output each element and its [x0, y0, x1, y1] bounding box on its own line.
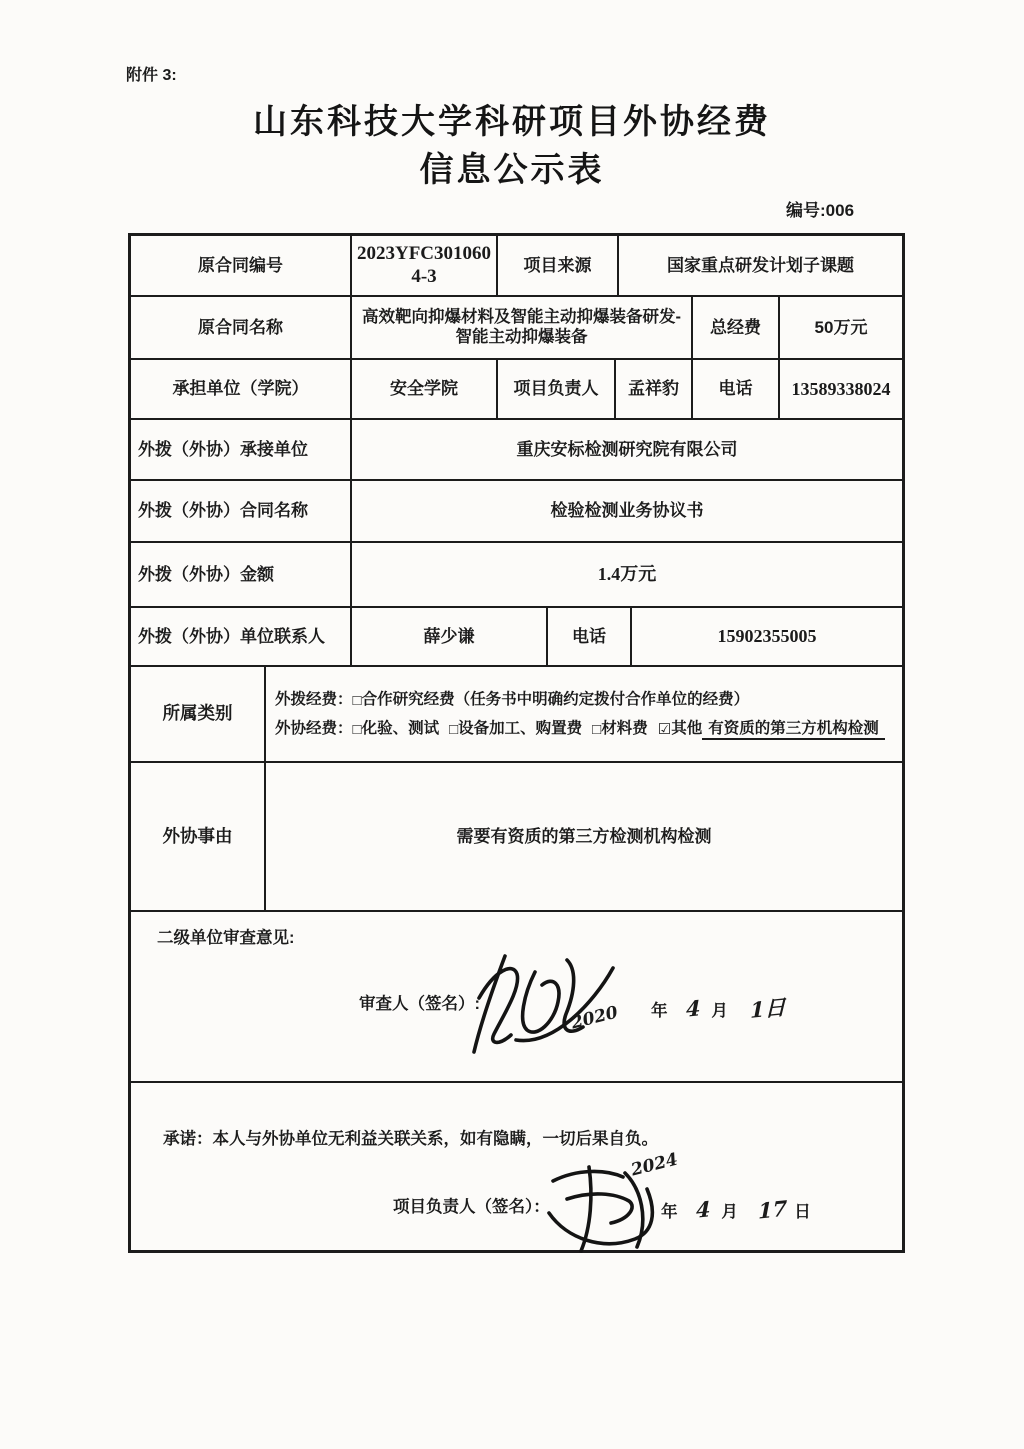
undertaking-unit-label: 承担单位（学院） — [131, 360, 352, 418]
table-row — [131, 1083, 902, 1250]
option-label: 材料费 — [601, 719, 648, 737]
outsourcing-unit-value: 重庆安标检测研究院有限公司 — [516, 439, 738, 459]
reviewer-handwritten-day: 1日 — [750, 994, 786, 1023]
category-line1 — [275, 690, 749, 710]
checkbox-unchecked-icon: □ — [592, 720, 602, 738]
project-source-label: 项目来源 — [498, 236, 619, 295]
category-label: 所属类别 — [131, 667, 266, 761]
checkbox-unchecked-icon: □ — [449, 720, 459, 738]
option-label: 化验、测试 — [361, 719, 440, 737]
table-row — [131, 608, 902, 667]
original-contract-no-value — [352, 236, 498, 295]
pi-name: 孟祥豹 — [616, 360, 693, 418]
outsourcing-amount-label: 外拨（外协）金额 — [131, 543, 352, 606]
table-row — [131, 481, 902, 543]
outsourcing-amount-value: 1.4万元 — [597, 564, 657, 585]
outsourcing-contract-name-value: 检验检测业务协议书 — [550, 501, 704, 521]
disclosure-table — [128, 233, 905, 1253]
pi-handwritten-month: 4 — [696, 1196, 711, 1223]
pi-phone-value: 13589338024 — [791, 378, 891, 399]
outsourcing-phone-value: 15902355005 — [717, 626, 817, 647]
year-char: 年 — [651, 1002, 668, 1020]
outsourcing-contact-label: 外拨（外协）单位联系人 — [131, 608, 352, 665]
contract-name-line2: 智能主动抑爆装备 — [455, 327, 588, 346]
table-row — [131, 360, 902, 420]
pi-handwritten-day: 17 — [758, 1195, 788, 1224]
checkbox-unchecked-icon: □ — [352, 691, 362, 709]
other-specify-underlined: 有资质的第三方机构检测 — [702, 720, 885, 740]
review-heading: 二级单位审查意见: — [157, 929, 295, 947]
pi-phone-label: 电话 — [693, 360, 780, 418]
pi-date-line — [661, 1197, 811, 1223]
contract-no-line2: 4-3 — [411, 265, 437, 287]
total-budget-label: 总经费 — [693, 297, 780, 358]
outsourcing-reason-value: 需要有资质的第三方检测机构检测 — [456, 826, 712, 846]
promise-cell — [131, 1083, 902, 1250]
table-row — [131, 297, 902, 360]
reviewer-sign-label: 审查人（签名）: — [359, 995, 480, 1013]
outsourcing-unit-label: 外拨（外协）承接单位 — [131, 420, 352, 479]
table-row — [131, 763, 902, 912]
outsourcing-contract-name-label: 外拨（外协）合同名称 — [131, 481, 352, 541]
original-contract-name-value — [352, 297, 693, 358]
project-source-value: 国家重点研发计划子课题 — [667, 255, 854, 275]
pi-label: 项目负责人 — [498, 360, 616, 418]
month-char: 月 — [721, 1203, 738, 1221]
table-row — [131, 912, 902, 1083]
pi-sign-label: 项目负责人（签名）： — [393, 1198, 550, 1216]
form-title-line2: 信息公示表 — [419, 151, 605, 189]
promise-text: 承诺：本人与外协单位无利益关联关系，如有隐瞒，一切后果自负。 — [163, 1130, 658, 1148]
contract-no-line1: 2023YFC301060 — [356, 242, 492, 264]
table-row — [131, 420, 902, 481]
contract-name-line1: 高效靶向抑爆材料及智能主动抑爆装备研发- — [362, 307, 681, 326]
table-row — [131, 667, 902, 763]
original-contract-no-label: 原合同编号 — [131, 236, 352, 295]
attachment-label: 附件 3: — [126, 67, 177, 84]
category-content — [266, 667, 902, 761]
table-row — [131, 236, 902, 297]
month-char: 月 — [711, 1002, 728, 1020]
undertaking-unit-value: 安全学院 — [352, 360, 498, 418]
reviewer-handwritten-month: 4 — [686, 995, 701, 1022]
total-budget-value: 50万元 — [814, 317, 868, 337]
outsourcing-phone-label: 电话 — [548, 608, 632, 665]
reviewer-signature — [461, 940, 661, 1070]
reviewer-handwritten-year: 2020 — [569, 1002, 620, 1034]
reviewer-date-line — [651, 996, 786, 1022]
form-title-line1: 山东科技大学科研项目外协经费 — [253, 103, 771, 141]
checkbox-checked-icon: ☑ — [657, 720, 672, 738]
category-line2 — [275, 719, 885, 739]
secondary-unit-review-cell — [131, 912, 902, 1081]
line1-text: 合作研究经费（任务书中明确约定拨付合作单位的经费） — [361, 690, 750, 708]
pi-handwritten-year: 2024 — [629, 1149, 680, 1181]
checkbox-unchecked-icon: □ — [352, 720, 362, 738]
line2-prefix: 外协经费： — [275, 719, 353, 737]
outsourcing-contact-name: 薛少谦 — [352, 608, 548, 665]
option-label: 设备加工、购置费 — [458, 719, 583, 737]
day-char: 日 — [794, 1203, 811, 1221]
original-contract-name-label: 原合同名称 — [131, 297, 352, 358]
option-label: 其他 — [671, 719, 703, 737]
table-row — [131, 543, 902, 608]
line1-prefix: 外拨经费： — [275, 690, 353, 708]
serial-number: 编号:006 — [786, 201, 855, 220]
outsourcing-reason-label: 外协事由 — [131, 763, 266, 910]
year-char: 年 — [661, 1203, 678, 1221]
